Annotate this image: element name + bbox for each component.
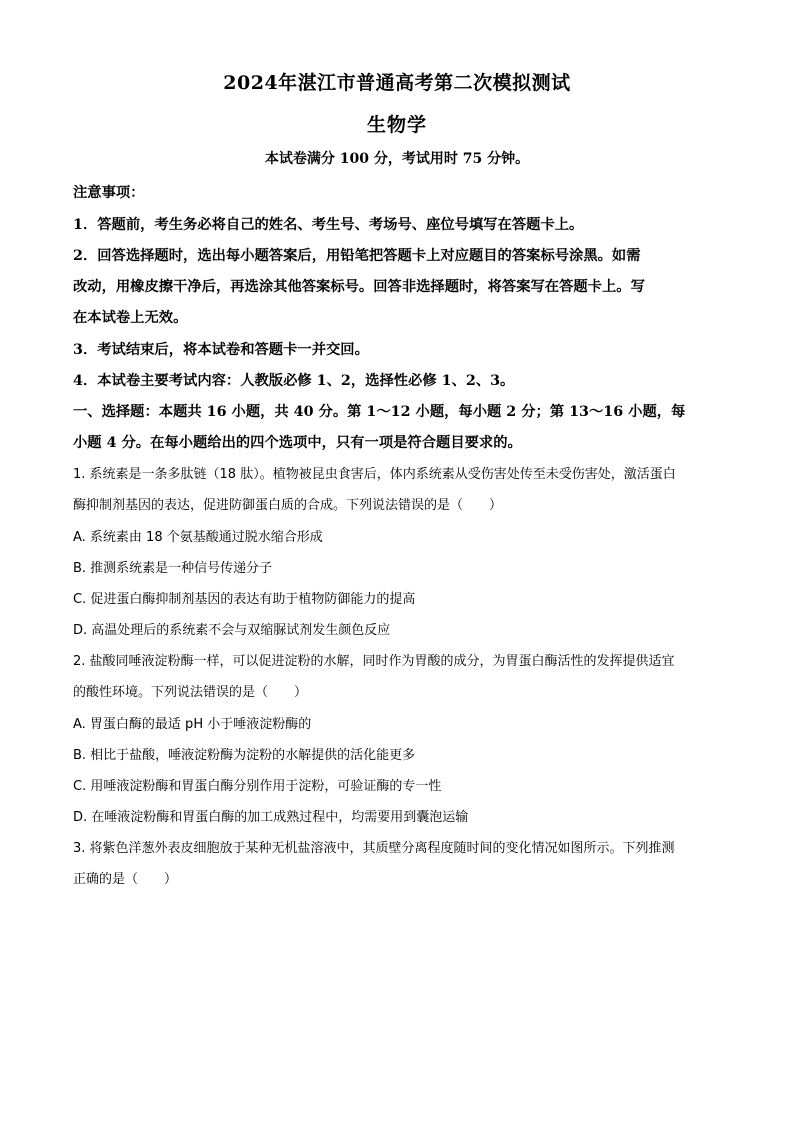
notice-item-2-line-3: 在本试卷上无效。	[73, 310, 188, 326]
q1-stem-line-2: 酶抑制剂基因的表达，促进防御蛋白质的合成。下列说法错误的是（ ）	[73, 498, 503, 513]
section-heading-line-1: 一、选择题：本题共 16 小题，共 40 分。第 1～12 小题，每小题 2 分；第 13～16 小题，每	[73, 404, 686, 420]
notice-heading: 注意事项：	[73, 185, 145, 201]
section-heading-line-2: 小题 4 分。在每小题给出的四个选项中，只有一项是符合题目要求的。	[73, 435, 522, 451]
q1-option-c: C. 促进蛋白酶抑制剂基因的表达有助于植物防御能力的提高	[73, 592, 416, 607]
notice-item-4: 4．本试卷主要考试内容：人教版必修 1、2，选择性必修 1、2、3。	[73, 373, 515, 389]
notice-item-2-line-1: 2．回答选择题时，选出每小题答案后，用铅笔把答题卡上对应题目的答案标号涂黑。如需	[73, 248, 641, 264]
q2-option-c: C. 用唾液淀粉酶和胃蛋白酶分别作用于淀粉，可验证酶的专一性	[73, 779, 442, 794]
q2-option-a: A. 胃蛋白酶的最适 pH 小于唾液淀粉酶的	[73, 717, 312, 732]
exam-info: 本试卷满分 100 分，考试用时 75 分钟。	[264, 151, 530, 167]
notice-item-1: 1．答题前，考生务必将自己的姓名、考生号、考场号、座位号填写在答题卡上。	[73, 217, 584, 233]
subject-title: 生物学	[366, 114, 427, 136]
notice-item-3: 3．考试结束后，将本试卷和答题卡一并交回。	[73, 342, 369, 358]
q2-option-d: D. 在唾液淀粉酶和胃蛋白酶的加工成熟过程中，均需要用到囊泡运输	[73, 810, 469, 825]
q2-stem-line-2: 的酸性环境。下列说法错误的是（ ）	[73, 685, 308, 700]
q3-stem-line-1: 3. 将紫色洋葱外表皮细胞放于某种无机盐溶液中，其质壁分离程度随时间的变化情况如图所示。下列推测	[73, 841, 675, 856]
q1-option-d: D. 高温处理后的系统素不会与双缩脲试剂发生颜色反应	[73, 623, 391, 638]
q2-option-b: B. 相比于盐酸，唾液淀粉酶为淀粉的水解提供的活化能更多	[73, 748, 416, 763]
exam-title: 2024年湛江市普通高考第二次模拟测试	[223, 72, 571, 94]
q2-stem-line-1: 2. 盐酸同唾液淀粉酶一样，可以促进淀粉的水解，同时作为胃酸的成分，为胃蛋白酶活性的发挥提供适宜	[73, 654, 675, 669]
q1-stem-line-1: 1. 系统素是一条多肽链（18 肽）。植物被昆虫食害后，体内系统素从受伤害处传至未受伤害处，激活蛋白	[73, 467, 676, 482]
notice-item-2-line-2: 改动，用橡皮擦干净后，再选涂其他答案标号。回答非选择题时，将答案写在答题卡上。写	[73, 279, 645, 295]
q1-option-a: A. 系统素由 18 个氨基酸通过脱水缩合形成	[73, 530, 323, 545]
q3-stem-line-2: 正确的是（ ）	[73, 872, 178, 887]
q1-option-b: B. 推测系统素是一种信号传递分子	[73, 561, 273, 576]
